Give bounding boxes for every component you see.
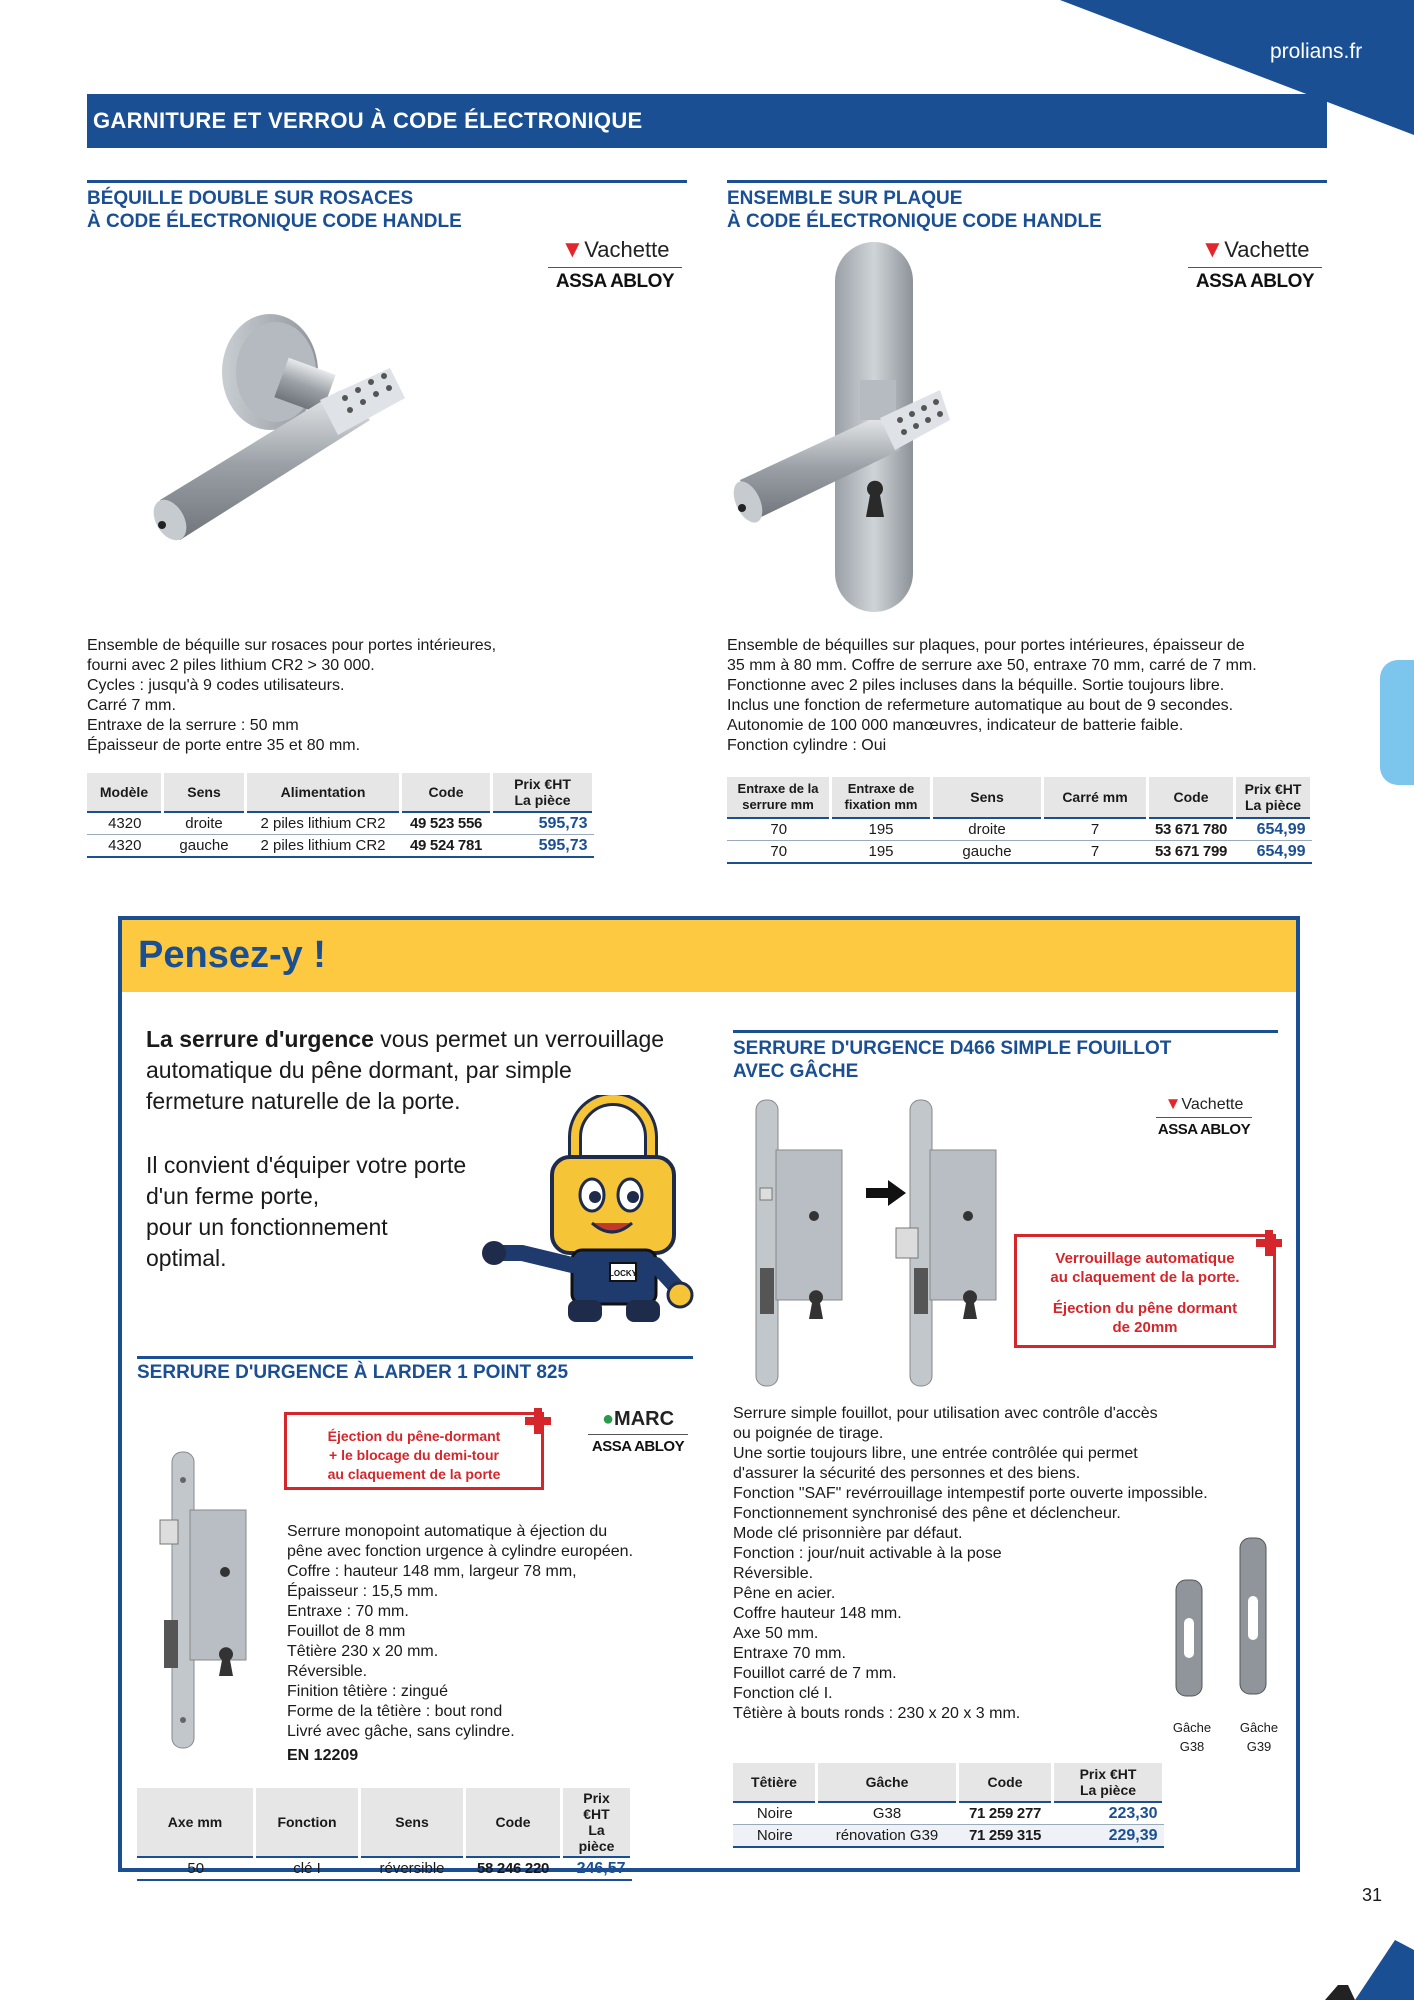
product4-lock-after-image: [892, 1098, 1002, 1388]
col-prix: Prix €HT La pièce: [1235, 777, 1312, 818]
section-title: GARNITURE ET VERROU À CODE ÉLECTRONIQUE: [87, 94, 1327, 148]
product4-table: [733, 1763, 1165, 1848]
product2-brand-logo: ▼Vachette ASSA ABLOY: [1188, 236, 1322, 293]
product1-brand-logo: ▼Vachette ASSA ABLOY: [548, 236, 682, 293]
red-cross-icon: [525, 1408, 551, 1434]
pensez-advice: Il convient d'équiper votre porte d'un ferme porte, pour un fonctionnement optimal.: [146, 1152, 467, 1271]
col-gache: Gâche: [817, 1763, 958, 1802]
gache-g39-label: Gâche G39: [1239, 1720, 1279, 1754]
padlock-mascot: [480, 1095, 710, 1335]
product1-handle-image: [140, 310, 420, 550]
site-url[interactable]: prolians.fr: [1270, 40, 1363, 63]
pensez-title: Pensez-y !: [138, 934, 326, 976]
product1-description: Ensemble de béquille sur rosaces pour portes intérieures, fourni avec 2 piles lithium CR2 > 30 000. Cycles : jusqu'à 9 codes utilisateurs. Carré 7 mm. Entraxe de la serrure : 50 mm Épaisseur de porte entre 35 et 80 mm.: [87, 637, 497, 754]
table-row: 70 195 droite 7 53 671 780 654,99: [727, 818, 1312, 841]
gache-g38-label: Gâche G38: [1172, 1720, 1212, 1754]
col-code: Code: [1148, 777, 1235, 818]
product2-table: [727, 777, 1313, 864]
product3-description: Serrure monopoint automatique à éjection du pêne avec fonction urgence à cylindre européen. Coffre : hauteur 148 mm, largeur 78 mm, Épaisseur : 15,5 mm. Entraxe : 70 mm. Fouillot de 8 mm Têtière 230 x 20 mm. Réversible. Finition têtière : zingué Forme de la têtière : bout rond Livré avec gâche, sans cylindre. EN 12209: [287, 1523, 634, 1764]
product3-title: SERRURE D'URGENCE À LARDER 1 POINT 825: [137, 1362, 569, 1383]
product3-callout: Éjection du pêne-dormant + le blocage du demi-tour au claquement de la porte: [284, 1412, 544, 1490]
col-fonction: Fonction: [255, 1788, 360, 1857]
product3-lock-image: [150, 1450, 250, 1750]
col-carre: Carré mm: [1043, 777, 1148, 818]
product1-table: [87, 773, 595, 858]
table-row: 70 195 gauche 7 53 671 799 654,99: [727, 841, 1312, 864]
corner-decoration-bottom: [1300, 1930, 1414, 2000]
table-row: 4320 droite 2 piles lithium CR2 49 523 556 595,73: [87, 812, 594, 835]
pensez-intro: La serrure d'urgence vous permet un verrouillage automatique du pêne dormant, par simple fermeture naturelle de la porte.: [146, 1026, 665, 1114]
red-cross-icon: [1256, 1230, 1282, 1256]
col-prix: Prix €HT La pièce: [1053, 1763, 1164, 1802]
product3-rule: [137, 1356, 693, 1359]
product3-brand-logo: ●MARC ASSA ABLOY: [588, 1408, 688, 1455]
col-alimentation: Alimentation: [246, 773, 401, 812]
product4-title: SERRURE D'URGENCE D466 SIMPLE FOUILLOT AVEC GÂCHE: [733, 1030, 1278, 1083]
table-row: 50 clé I réversible 58 246 220 246,57: [137, 1857, 632, 1880]
gache-g38-image: [1172, 1578, 1208, 1698]
col-sens: Sens: [163, 773, 246, 812]
mascot-badge: LOCKY: [609, 1269, 637, 1278]
table-row: Noire rénovation G39 71 259 315 229,39: [733, 1825, 1164, 1848]
table-row: 4320 gauche 2 piles lithium CR2 49 524 781 595,73: [87, 835, 594, 858]
col-code: Code: [401, 773, 492, 812]
col-axe: Axe mm: [137, 1788, 255, 1857]
gache-g39-image: [1234, 1536, 1274, 1696]
product2-title: ENSEMBLE SUR PLAQUE À CODE ÉLECTRONIQUE CODE HANDLE: [727, 180, 1327, 233]
col-tetiere: Têtière: [733, 1763, 817, 1802]
product1-title: BÉQUILLE DOUBLE SUR ROSACES À CODE ÉLECTRONIQUE CODE HANDLE: [87, 180, 687, 233]
col-modele: Modèle: [87, 773, 163, 812]
product4-description: Serrure simple fouillot, pour utilisation avec contrôle d'accès ou poignée de tirage. Une sortie toujours libre, une entrée contrôlée qui permet d'assurer la sécurité des personnes et des biens. Fonction "SAF" revérrouillage intempestif porte ouverte impossible. Fonctionnement synchronisé des pêne et déclencheur. Mode clé prisonnière par défaut. Fonction : jour/nuit activable à la pose Réversible. Pêne en acier. Coffre hauteur 148 mm. Axe 50 mm. Entraxe 70 mm. Fouillot carré de 7 mm. Fonction clé I. Têtière à bouts ronds : 230 x 20 x 3 mm.: [733, 1405, 1208, 1722]
product2-handle-plate-image: [730, 240, 950, 615]
product4-callout: Verrouillage automatique au claquement de la porte. Éjection du pêne dormant de 20mm: [1014, 1234, 1276, 1348]
col-prix: Prix €HT La pièce: [562, 1788, 632, 1857]
col-code: Code: [958, 1763, 1053, 1802]
page-number: 31: [1362, 1885, 1383, 1905]
col-prix: Prix €HT La pièce: [492, 773, 594, 812]
col-entraxe-serrure: Entraxe de la serrure mm: [727, 777, 831, 818]
side-tab[interactable]: [1380, 660, 1414, 785]
product3-table: [137, 1788, 633, 1881]
col-entraxe-fixation: Entraxe de fixation mm: [831, 777, 932, 818]
product2-description: Ensemble de béquilles sur plaques, pour portes intérieures, épaisseur de 35 mm à 80 mm. Coffre de serrure axe 50, entraxe 70 mm, carré de 7 mm. Fonctionne avec 2 piles incluses dans la béquille. Sortie toujours libre. Inclus une fonction de refermeture automatique au bout de 9 secondes. Autonomie de 100 000 manœuvres, indicateur de batterie faible. Fonction cylindre : Oui: [727, 637, 1257, 754]
col-code: Code: [465, 1788, 562, 1857]
table-row: Noire G38 71 259 277 223,30: [733, 1802, 1164, 1825]
product4-brand-logo: ▼Vachette ASSA ABLOY: [1157, 1094, 1251, 1138]
product4-lock-before-image: [750, 1098, 850, 1388]
col-sens: Sens: [932, 777, 1043, 818]
col-sens: Sens: [360, 1788, 465, 1857]
